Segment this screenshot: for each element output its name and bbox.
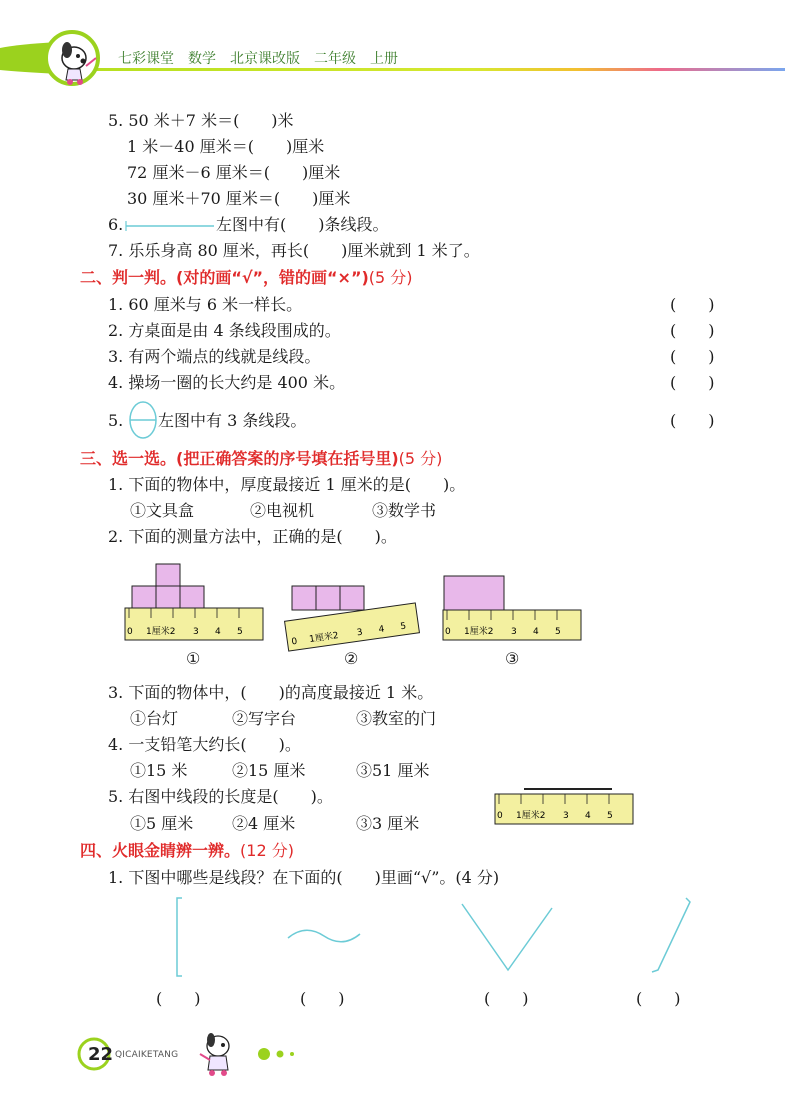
segment-on-ruler-figure (494, 786, 634, 826)
answer-paren[interactable]: ( ) (670, 321, 715, 340)
choice-q3-option-1: ①台灯 (130, 709, 179, 728)
choice-q3: 3. 下面的物体中，( )的高度最接近 1 米。 (108, 683, 434, 702)
answer-paren[interactable]: ( ) (670, 347, 715, 366)
svg-text:3: 3 (563, 811, 569, 821)
item-6-text: 左图中有( )条线段。 (216, 215, 389, 234)
header-title: 七彩课堂 数学 北京课改版 二年级 上册 (118, 51, 398, 67)
line-segment-figure (124, 218, 216, 232)
section-2-score: (5 分) (368, 268, 413, 287)
svg-text:1厘米2: 1厘米2 (464, 627, 494, 637)
choice-q1: 1. 下面的物体中，厚度最接近 1 厘米的是( )。 (108, 475, 466, 494)
item-5b: 1 米－40 厘米＝( )厘米 (127, 137, 325, 156)
svg-text:4: 4 (533, 627, 539, 637)
section-4-title (80, 841, 294, 861)
mascot-dog-icon (50, 36, 100, 86)
svg-text:0: 0 (497, 811, 503, 821)
page-number: 22 (88, 1044, 114, 1065)
svg-text:3: 3 (511, 627, 517, 637)
svg-text:5: 5 (399, 621, 407, 633)
choice-q5-option-1: ①5 厘米 (130, 814, 194, 833)
choice-q5-option-3: ③3 厘米 (356, 814, 420, 833)
svg-text:3: 3 (193, 627, 199, 637)
section-3-title (80, 449, 442, 469)
item-6-number: 6. (108, 215, 124, 234)
choice-q4-option-2: ②15 厘米 (232, 761, 306, 780)
svg-text:1厘米2: 1厘米2 (146, 627, 176, 637)
circle-diameter-figure (127, 400, 159, 440)
identify-q1: 1. 下图中哪些是线段？在下面的( )里画“√”。(4 分) (108, 868, 500, 887)
svg-text:3: 3 (356, 627, 364, 639)
judge-item-4: 4. 操场一圈的长大约是 400 米。 (108, 373, 346, 392)
svg-text:5: 5 (555, 627, 561, 637)
choice-q4-option-3: ③51 厘米 (356, 761, 430, 780)
svg-text:5: 5 (237, 627, 243, 637)
measure-figure-2 (282, 582, 422, 654)
choice-q4: 4. 一支铅笔大约长( )。 (108, 735, 301, 754)
svg-text:4: 4 (378, 624, 386, 636)
choice-q4-option-1: ①15 米 (130, 761, 188, 780)
footer-mascot-icon (196, 1030, 240, 1078)
figure-label-1: ① (186, 649, 201, 668)
answer-paren[interactable]: ( ) (670, 373, 715, 392)
svg-text:0: 0 (445, 627, 451, 637)
footer-brand: QICAIKETANG (115, 1050, 179, 1060)
choice-q5-option-2: ②4 厘米 (232, 814, 296, 833)
section-2-heading: 二、判一判。(对的画“√”，错的画“×”) (80, 268, 369, 287)
judge-item-5-number: 5. (108, 411, 124, 430)
answer-paren[interactable]: ( ) (156, 989, 201, 1008)
svg-text:4: 4 (215, 627, 221, 637)
measure-figure-1 (124, 562, 266, 644)
svg-text:1厘米2: 1厘米2 (308, 631, 340, 646)
choice-q1-option-2: ②电视机 (250, 501, 315, 520)
svg-text:4: 4 (585, 811, 591, 821)
answer-paren[interactable]: ( ) (670, 295, 715, 314)
choice-q5: 5. 右图中线段的长度是( )。 (108, 787, 333, 806)
item-7: 7. 乐乐身高 80 厘米，再长( )厘米就到 1 米了。 (108, 241, 480, 260)
judge-item-5-text: 左图中有 3 条线段。 (158, 411, 307, 430)
answer-paren[interactable]: ( ) (484, 989, 529, 1008)
figure-label-2: ② (344, 649, 359, 668)
section-4-score: (12 分) (240, 841, 294, 860)
section-3-score: (5 分) (398, 449, 443, 468)
choice-q1-option-3: ③数学书 (372, 501, 437, 520)
judge-item-1: 1. 60 厘米与 6 米一样长。 (108, 295, 303, 314)
choice-q3-option-3: ③教室的门 (356, 709, 437, 728)
item-5a: 5. 50 米＋7 米＝( )米 (108, 111, 294, 130)
judge-item-3: 3. 有两个端点的线就是线段。 (108, 347, 321, 366)
figure-label-3: ③ (505, 649, 520, 668)
judge-item-2: 2. 方桌面是由 4 条线段围成的。 (108, 321, 341, 340)
choice-q3-option-2: ②写字台 (232, 709, 297, 728)
section-2-title (80, 268, 413, 288)
svg-text:0: 0 (290, 636, 298, 648)
section-3-heading: 三、选一选。(把正确答案的序号填在括号里) (80, 449, 399, 468)
section-4-heading: 四、火眼金睛辨一辨。 (80, 841, 241, 860)
answer-paren[interactable]: ( ) (636, 989, 681, 1008)
item-5d: 30 厘米＋70 厘米＝( )厘米 (127, 189, 351, 208)
measure-figure-3 (442, 574, 584, 644)
answer-paren[interactable]: ( ) (300, 989, 345, 1008)
choice-q2: 2. 下面的测量方法中，正确的是( )。 (108, 527, 397, 546)
svg-text:0: 0 (127, 627, 133, 637)
svg-text:1厘米2: 1厘米2 (516, 811, 546, 821)
svg-text:5: 5 (607, 811, 613, 821)
answer-paren[interactable]: ( ) (670, 411, 715, 430)
footer-dots (256, 1046, 306, 1062)
item-5c: 72 厘米－6 厘米＝( )厘米 (127, 163, 341, 182)
choice-q1-option-1: ①文具盒 (130, 501, 195, 520)
line-figures (160, 890, 700, 980)
